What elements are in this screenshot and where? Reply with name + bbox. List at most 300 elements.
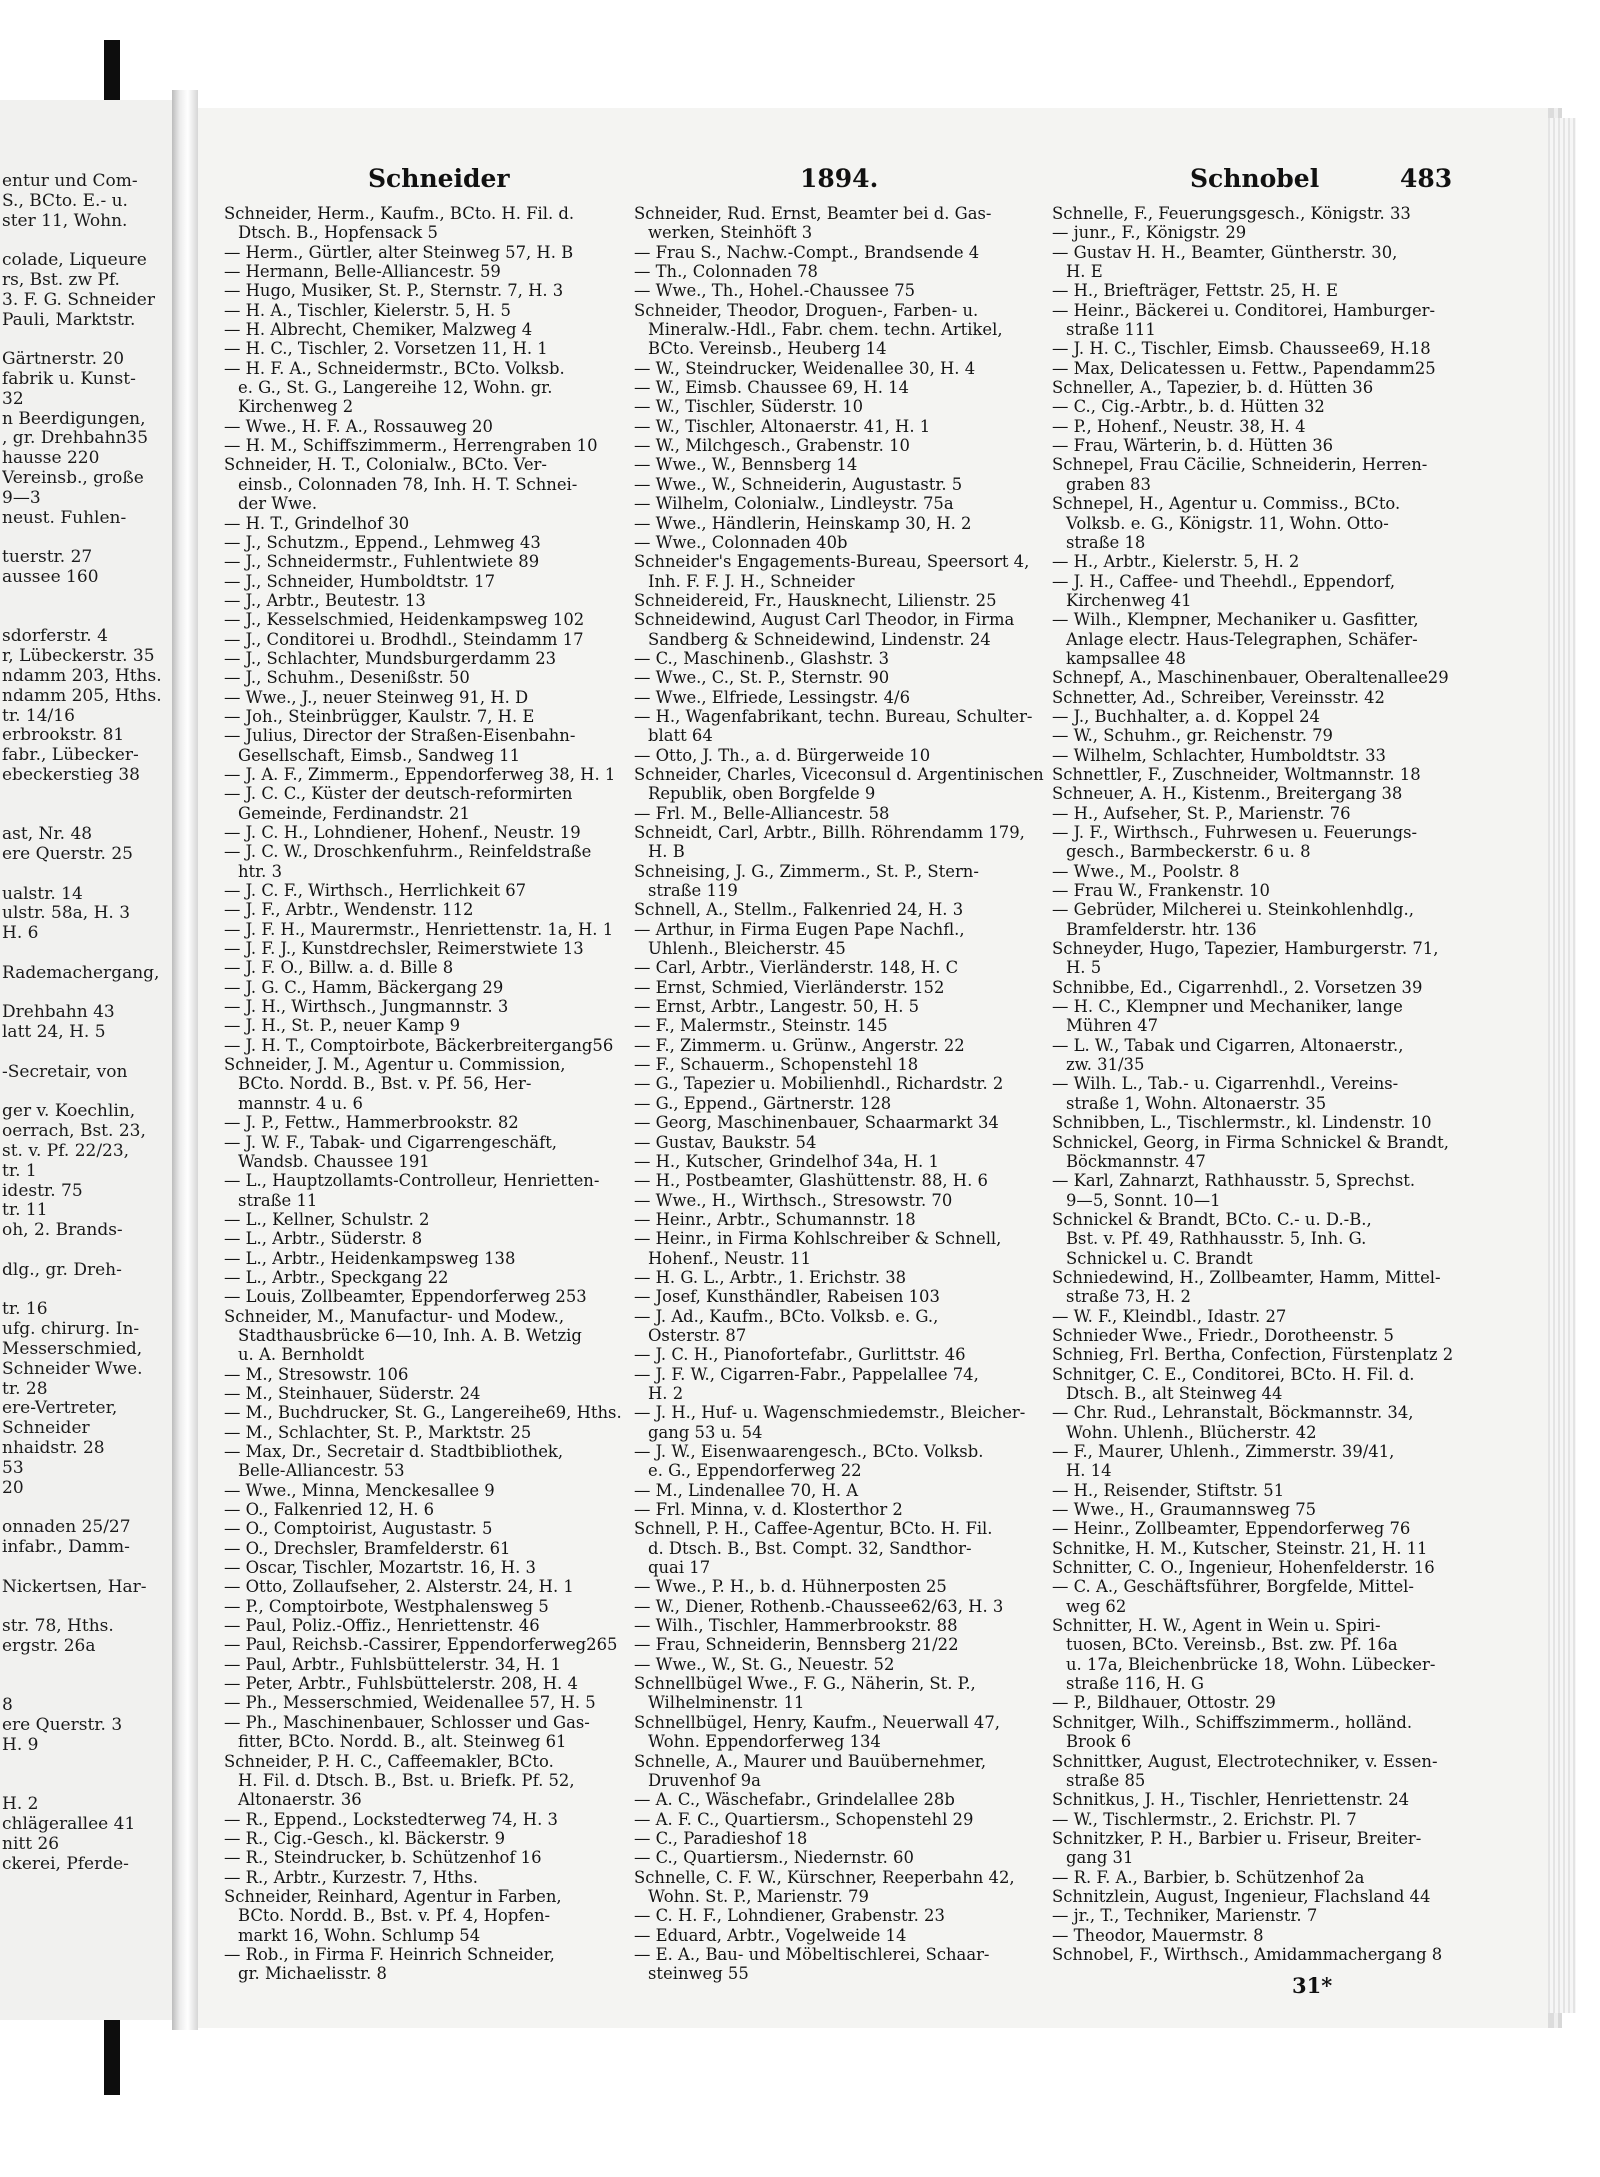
directory-entry-line: Schneidereid, Fr., Hausknecht, Lilienstr. 25 (634, 590, 997, 610)
directory-entry-line: Schneider, H. T., Colonialw., BCto. Ver- (224, 455, 547, 475)
directory-entry-line: Mineralw.-Hdl., Fabr. chem. techn. Artikel, (648, 320, 1003, 340)
directory-entry-line: — W., Tischlermstr., 2. Erichstr. Pl. 7 (1052, 1809, 1357, 1829)
directory-entry-line: Schneider, J. M., Agentur u. Commission, (224, 1055, 566, 1075)
directory-entry-line: Schnobel, F., Wirthsch., Amidammachergang 8 (1052, 1944, 1443, 1964)
directory-entry-line: — M., Schlachter, St. P., Marktstr. 25 (224, 1422, 532, 1442)
left-page-fragment (2, 330, 172, 350)
directory-entry-line: — H. Albrecht, Chemiker, Malzweg 4 (224, 320, 533, 340)
directory-entry-line: BCto. Nordd. B., Bst. v. Pf. 56, Her- (238, 1074, 532, 1094)
directory-entry-line: — J. H., Caffee- und Theehdl., Eppendorf, (1052, 571, 1396, 591)
directory-entry-line: — Frau, Schneiderin, Bennsberg 21/22 (634, 1635, 959, 1655)
directory-entry-line: Wohn. St. P., Marienstr. 79 (648, 1886, 869, 1906)
directory-entry-line: Brook 6 (1066, 1732, 1132, 1752)
directory-entry-line: — Josef, Kunsthändler, Rabeisen 103 (634, 1287, 940, 1307)
directory-entry-line: Schnepel, H., Agentur u. Commiss., BCto. (1052, 494, 1401, 514)
directory-entry-line: — Eduard, Arbtr., Vogelweide 14 (634, 1925, 907, 1945)
directory-entry-line: kampsallee 48 (1066, 648, 1186, 668)
directory-entry-line: Dtsch. B., Hopfensack 5 (238, 223, 438, 243)
directory-entry-line: Bramfelderstr. htr. 136 (1066, 919, 1257, 939)
directory-entry-line: — L., Kellner, Schulstr. 2 (224, 1209, 430, 1229)
directory-entry-line: Druvenhof 9a (648, 1770, 761, 1790)
left-page-fragment: Vereinsb., große (2, 468, 144, 488)
directory-entry-line: — Otto, J. Th., a. d. Bürgerweide 10 (634, 745, 931, 765)
directory-entry-line: Schneider, Reinhard, Agentur in Farben, (224, 1886, 562, 1906)
left-page-fragment: fabrik u. Kunst- (2, 369, 136, 389)
left-page-fragment: H. 2 (2, 1795, 39, 1815)
directory-entry-line: Schnickel u. C. Brandt (1066, 1248, 1253, 1268)
directory-entry-line: Schneider, Rud. Ernst, Beamter bei d. Gas- (634, 204, 992, 223)
directory-entry-line: — Wwe., W., St. G., Neuestr. 52 (634, 1654, 895, 1674)
left-page-fragment: infabr., Damm- (2, 1537, 130, 1557)
left-page-fragment: neust. Fuhlen- (2, 508, 127, 528)
left-page-fragment (2, 608, 172, 628)
directory-entry-line: Schnellbügel, Henry, Kaufm., Neuerwall 47, (634, 1712, 1001, 1732)
left-page-fragment: str. 78, Hths. (2, 1617, 114, 1637)
directory-entry-line: — G., Eppend., Gärtnerstr. 128 (634, 1093, 892, 1113)
directory-entry-line: Wilhelminenstr. 11 (648, 1693, 805, 1713)
running-head-year: 1894. (800, 164, 879, 193)
directory-entry-line: — H., Briefträger, Fettstr. 25, H. E (1052, 281, 1339, 301)
left-page-fragment: -Secretair, von (2, 1062, 128, 1082)
left-page-fragment: latt 24, H. 5 (2, 1023, 106, 1043)
directory-entry-line: — J. F. W., Cigarren-Fabr., Pappelallee 74, (634, 1364, 979, 1384)
directory-entry-line: — J. A. F., Zimmerm., Eppendorferweg 38, H. 1 (224, 764, 616, 784)
directory-entry-line: — J. F., Wirthsch., Fuhrwesen u. Feuerungs- (1052, 823, 1418, 842)
directory-entry-line: — Paul, Arbtr., Fuhlsbüttelerstr. 34, H. 1 (224, 1654, 562, 1674)
directory-entry-line: — H. T., Grindelhof 30 (224, 513, 410, 533)
directory-entry-line: — jr., T., Techniker, Marienstr. 7 (1052, 1906, 1318, 1926)
left-page-fragment: r, Lübeckerstr. 35 (2, 647, 155, 667)
directory-entry-line: — J. W., Eisenwaarengesch., BCto. Volksb. (634, 1442, 984, 1461)
directory-entry-line: — Heinr., Zollbeamter, Eppendorferweg 76 (1052, 1519, 1411, 1539)
directory-entry-line: — Heinr., Arbtr., Schumannstr. 18 (634, 1209, 916, 1229)
left-page-fragment: ualstr. 14 (2, 884, 83, 904)
directory-entry-line: — J., Schneidermstr., Fuhlentwiete 89 (224, 552, 540, 572)
directory-entry-line: — Ph., Maschinenbauer, Schlosser und Gas- (224, 1712, 590, 1732)
left-page-fragment (2, 1776, 172, 1796)
directory-entry-line: — W., Diener, Rothenb.-Chaussee62/63, H. 3 (634, 1596, 1004, 1616)
directory-entry-line: der Wwe. (238, 494, 318, 514)
directory-entry-line: Schnibben, L., Tischlermstr., kl. Lindenstr. 10 (1052, 1113, 1432, 1133)
directory-entry-line: — J. H., Wirthsch., Jungmannstr. 3 (224, 997, 509, 1017)
directory-entry-line: — J., Schneider, Humboldtstr. 17 (224, 571, 496, 591)
left-page-fragment: onnaden 25/27 (2, 1518, 131, 1538)
directory-entry-line: — Wwe., H., Graumannsweg 75 (1052, 1500, 1317, 1520)
directory-entry-line: — Wwe., C., St. P., Sternstr. 90 (634, 668, 890, 688)
directory-entry-line: Wohn. Uhlenh., Blücherstr. 42 (1066, 1422, 1317, 1442)
directory-entry-line: Schnelle, F., Feuerungsgesch., Königstr. 33 (1052, 204, 1411, 223)
directory-entry-line: Schnittker, August, Electrotechniker, v. Essen- (1052, 1751, 1438, 1771)
directory-entry-line: Inh. F. F. J. H., Schneider (648, 571, 855, 591)
directory-entry-line: Schneider, Theodor, Droguen-, Farben- u. (634, 300, 979, 320)
directory-entry-line: — Wwe., W., Bennsberg 14 (634, 455, 858, 475)
directory-entry-line: — J. F. O., Billw. a. d. Bille 8 (224, 958, 454, 978)
directory-entry-line: — Paul, Reichsb.-Cassirer, Eppendorferweg265 (224, 1635, 618, 1655)
directory-entry-line: H. 2 (648, 1383, 684, 1403)
directory-entry-line: Schnitter, C. O., Ingenieur, Hohenfelderstr. 16 (1052, 1558, 1435, 1578)
directory-entry-line: — J. F. J., Kunstdrechsler, Reimerstwiete 13 (224, 939, 584, 959)
page-header (0, 164, 1600, 194)
directory-entry-line: weg 62 (1066, 1596, 1127, 1616)
directory-entry-line: Schnitger, C. E., Conditorei, BCto. H. Fil. d. (1052, 1364, 1415, 1384)
directory-entry-line: — J. C. W., Droschkenfuhrm., Reinfeldstraße (224, 842, 592, 862)
directory-entry-line: — Wilhelm, Colonialw., Lindleystr. 75a (634, 494, 954, 514)
directory-entry-line: — Oscar, Tischler, Mozartstr. 16, H. 3 (224, 1558, 536, 1578)
directory-entry-line: Kirchenweg 2 (238, 397, 354, 417)
directory-entry-line: — A. C., Wäschefabr., Grindelallee 28b (634, 1790, 955, 1810)
left-page-fragment: sdorferstr. 4 (2, 627, 108, 647)
directory-entry-line: — C. A., Geschäftsführer, Borgfelde, Mittel- (1052, 1577, 1414, 1597)
directory-entry-line: — P., Hohenf., Neustr. 38, H. 4 (1052, 416, 1306, 436)
directory-entry-line: — Wwe., M., Poolstr. 8 (1052, 861, 1240, 881)
directory-entry-line: — H., Postbeamter, Glashüttenstr. 88, H. 6 (634, 1171, 988, 1191)
directory-entry-line: — R., Arbtr., Kurzestr. 7, Hths. (224, 1867, 478, 1887)
left-page-fragment: Pauli, Marktstr. (2, 310, 136, 330)
directory-entry-line: — H., Reisender, Stiftstr. 51 (1052, 1480, 1285, 1500)
left-page-fragment: 3. F. G. Schneider (2, 290, 155, 310)
directory-entry-line: u. 17a, Bleichenbrücke 18, Wohn. Lübecker- (1066, 1654, 1436, 1674)
directory-entry-line: Schnickel, Georg, in Firma Schnickel & Brandt, (1052, 1132, 1449, 1152)
left-page-fragment: Messerschmied, (2, 1340, 143, 1360)
directory-entry-line: htr. 3 (238, 861, 283, 881)
directory-entry-line: Republik, oben Borgfelde 9 (648, 784, 876, 804)
left-page-fragment: tr. 11 (2, 1201, 48, 1221)
directory-entry-line: Schneyder, Hugo, Tapezier, Hamburgerstr. 71, (1052, 939, 1439, 959)
directory-entry-line: gr. Michaelisstr. 8 (238, 1964, 387, 1984)
left-page-fragment (2, 528, 172, 548)
left-page-fragment: ndamm 205, Hths. (2, 686, 162, 706)
directory-entry-line: — Chr. Rud., Lehranstalt, Böckmannstr. 34, (1052, 1403, 1414, 1423)
directory-entry-line: — Herm., Gürtler, alter Steinweg 57, H. B (224, 242, 574, 262)
directory-entry-line: — Gustav H. H., Beamter, Güntherstr. 30, (1052, 242, 1398, 262)
directory-entry-line: Schneider's Engagements-Bureau, Speersort 4, (634, 552, 1030, 572)
directory-entry-line: — H. A., Tischler, Kielerstr. 5, H. 5 (224, 300, 511, 320)
directory-entry-line: Osterstr. 87 (648, 1325, 747, 1345)
directory-entry-line: Uhlenh., Bleicherstr. 45 (648, 939, 846, 959)
directory-entry-line: — J., Kesselschmied, Heidenkampsweg 102 (224, 610, 585, 630)
page-edges (1548, 118, 1576, 2013)
directory-entry-line: — Wwe., Elfriede, Lessingstr. 4/6 (634, 687, 910, 707)
directory-entry-line: Schneider, M., Manufactur- und Modew., (224, 1306, 565, 1326)
directory-entry-line: Sandberg & Schneidewind, Lindenstr. 24 (648, 629, 991, 649)
directory-entry-line: BCto. Nordd. B., Bst. v. Pf. 4, Hopfen- (238, 1906, 551, 1926)
directory-entry-line: — L. W., Tabak und Cigarren, Altonaerstr., (1052, 1035, 1404, 1055)
directory-entry-line: — M., Steinhauer, Süderstr. 24 (224, 1383, 481, 1403)
directory-entry-line: — Wwe., H. F. A., Rossauweg 20 (224, 416, 493, 436)
directory-entry-line: BCto. Vereinsb., Heuberg 14 (648, 339, 887, 359)
directory-entry-line: straße 111 (1066, 320, 1156, 340)
directory-entry-line: — W., Tischler, Altonaerstr. 41, H. 1 (634, 416, 931, 436)
left-page-fragment: aussee 160 (2, 567, 99, 587)
directory-entry-line: — Hugo, Musiker, St. P., Sternstr. 7, H. 3 (224, 281, 564, 301)
left-page-fragment: nitt 26 (2, 1834, 60, 1854)
left-page-fragment: 32 (2, 389, 24, 409)
directory-entry-line: — M., Stresowstr. 106 (224, 1364, 409, 1384)
directory-entry-line: — F., Malermstr., Steinstr. 145 (634, 1016, 888, 1036)
directory-entry-line: — Wwe., P. H., b. d. Hühnerposten 25 (634, 1577, 947, 1597)
directory-entry-line: — J. C. H., Lohndiener, Hohenf., Neustr. 19 (224, 823, 581, 842)
left-page-fragment (2, 806, 172, 826)
directory-entry-line: 9—5, Sonnt. 10—1 (1066, 1190, 1221, 1210)
directory-entry-line: — P., Comptoirbote, Westphalensweg 5 (224, 1596, 549, 1616)
directory-entry-line: Schneider, Herm., Kaufm., BCto. H. Fil. d. (224, 204, 575, 223)
directory-entry-line: — junr., F., Königstr. 29 (1052, 223, 1247, 243)
directory-entry-line: — Rob., in Firma F. Heinrich Schneider, (224, 1944, 555, 1964)
directory-entry-line: — L., Hauptzollamts-Controlleur, Henrietten- (224, 1171, 600, 1191)
directory-entry-line: — J. C. C., Küster der deutsch-reformirten (224, 784, 573, 804)
directory-entry-line: — Frau, Wärterin, b. d. Hütten 36 (1052, 436, 1334, 456)
left-page-fragment: tr. 14/16 (2, 706, 75, 726)
directory-entry-line: — C. H. F., Lohndiener, Grabenstr. 23 (634, 1906, 945, 1926)
left-page-fragment (2, 1498, 172, 1518)
directory-entry-line: — J., Arbtr., Beutestr. 13 (224, 590, 426, 610)
directory-entry-line: — L., Arbtr., Süderstr. 8 (224, 1229, 423, 1249)
left-page-fragment: ergstr. 26a (2, 1636, 96, 1656)
directory-entry-line: — Wilh., Klempner, Mechaniker u. Gasfitter, (1052, 610, 1419, 630)
directory-entry-line: — J. F., Arbtr., Wendenstr. 112 (224, 900, 474, 920)
page-number: 483 (1400, 164, 1453, 193)
directory-entry-line: — Wwe., J., neuer Steinweg 91, H. D (224, 687, 529, 707)
directory-entry-line: — A. F. C., Quartiersm., Schopenstehl 29 (634, 1809, 974, 1829)
directory-entry-line: straße 73, H. 2 (1066, 1287, 1191, 1307)
directory-entry-line: — P., Bildhauer, Ottostr. 29 (1052, 1693, 1276, 1713)
directory-entry-line: — H., Arbtr., Kielerstr. 5, H. 2 (1052, 552, 1300, 572)
directory-entry-line: Böckmannstr. 47 (1066, 1151, 1206, 1171)
directory-entry-line: — J., Schuhm., Desenißstr. 50 (224, 668, 470, 688)
directory-entry-line: H. E (1066, 262, 1103, 282)
left-page-fragment: chlägerallee 41 (2, 1815, 136, 1835)
left-page-fragment (2, 231, 172, 251)
directory-entry-line: straße 119 (648, 881, 738, 901)
directory-entry-line: Schnieg, Frl. Bertha, Confection, Fürstenplatz 2 (1052, 1345, 1454, 1365)
directory-entry-line: — F., Maurer, Uhlenh., Zimmerstr. 39/41, (1052, 1442, 1395, 1461)
directory-entry-line: — J. H., Huf- u. Wagenschmiedemstr., Bleicher- (634, 1403, 1026, 1423)
directory-entry-line: Schneidt, Carl, Arbtr., Billh. Röhrendamm 179, (634, 823, 1025, 842)
left-page-text-fragments (2, 172, 172, 1875)
directory-entry-line: — O., Falkenried 12, H. 6 (224, 1500, 435, 1520)
signature-mark: 31* (1292, 1973, 1333, 1998)
directory-entry-line: — H. M., Schiffszimmerm., Herrengraben 10 (224, 436, 598, 456)
directory-entry-line: Schnell, A., Stellm., Falkenried 24, H. 3 (634, 900, 964, 920)
directory-entry-line: straße 1, Wohn. Altonaerstr. 35 (1066, 1093, 1327, 1113)
left-page-fragment: Rademachergang, (2, 963, 160, 983)
left-page-fragment: Nickertsen, Har- (2, 1577, 147, 1597)
directory-entry-line: — L., Arbtr., Heidenkampsweg 138 (224, 1248, 516, 1268)
directory-entry-line: — E. A., Bau- und Möbeltischlerei, Schaar- (634, 1944, 990, 1964)
directory-entry-line: — J. P., Fettw., Hammerbrookstr. 82 (224, 1113, 519, 1133)
directory-entry-line: Schneising, J. G., Zimmerm., St. P., Stern- (634, 861, 979, 881)
directory-column-1 (224, 204, 642, 1984)
directory-entry-line: — J. C. H., Pianofortefabr., Gurlittstr. 46 (634, 1345, 966, 1365)
left-page-fragment: ere Querstr. 3 (2, 1716, 123, 1736)
directory-entry-line: — W., Eimsb. Chaussee 69, H. 14 (634, 378, 909, 398)
directory-entry-line: — W., Schuhm., gr. Reichenstr. 79 (1052, 726, 1333, 746)
left-page-fragment: oh, 2. Brands- (2, 1221, 123, 1241)
directory-entry-line: — H., Kutscher, Grindelhof 34a, H. 1 (634, 1151, 939, 1171)
left-page-fragment: , gr. Drehbahn35 (2, 429, 149, 449)
directory-entry-line: — Georg, Maschinenbauer, Schaarmarkt 34 (634, 1113, 999, 1133)
directory-entry-line: — C., Maschinenb., Glashstr. 3 (634, 648, 890, 668)
directory-entry-line: — Max, Dr., Secretair d. Stadtbibliothek, (224, 1442, 564, 1461)
running-head-right: Schnobel (1190, 164, 1320, 193)
directory-entry-line: fitter, BCto. Nordd. B., alt. Steinweg 61 (238, 1732, 567, 1752)
left-page-fragment: 8 (2, 1696, 13, 1716)
left-page-fragment: Schneider Wwe. (2, 1359, 143, 1379)
directory-entry-line: — Heinr., in Firma Kohlschreiber & Schnell, (634, 1229, 1002, 1249)
directory-entry-line: — J. W. F., Tabak- und Cigarrengeschäft, (224, 1132, 558, 1152)
directory-entry-line: — J., Schlachter, Mundsburgerdamm 23 (224, 648, 557, 668)
directory-entry-line: d. Dtsch. B., Bst. Compt. 32, Sandthor- (648, 1538, 972, 1558)
directory-entry-line: tuosen, BCto. Vereinsb., Bst. zw. Pf. 16a (1066, 1635, 1398, 1655)
directory-entry-line: — R. F. A., Barbier, b. Schützenhof 2a (1052, 1867, 1365, 1887)
directory-entry-line: graben 83 (1066, 474, 1151, 494)
directory-entry-line: — W. F., Kleindbl., Idastr. 27 (1052, 1306, 1287, 1326)
directory-entry-line: Kirchenweg 41 (1066, 590, 1192, 610)
directory-entry-line: Wandsb. Chaussee 191 (238, 1151, 430, 1171)
directory-entry-line: — Wwe., Händlerin, Heinskamp 30, H. 2 (634, 513, 972, 533)
directory-entry-line: werken, Steinhöft 3 (648, 223, 813, 243)
left-page-fragment: S., BCto. E.- u. (2, 191, 128, 211)
directory-entry-line: — J. H. C., Tischler, Eimsb. Chaussee69, H.18 (1052, 339, 1431, 359)
directory-entry-line: — Frau S., Nachw.-Compt., Brandsende 4 (634, 242, 980, 262)
left-page-fragment: idestr. 75 (2, 1181, 83, 1201)
directory-entry-line: straße 116, H. G (1066, 1674, 1204, 1694)
directory-entry-line: steinweg 55 (648, 1964, 749, 1984)
directory-entry-line: Schnitke, H. M., Kutscher, Steinstr. 21, H. 11 (1052, 1538, 1428, 1558)
directory-entry-line: — M., Buchdrucker, St. G., Langereihe69, Hths. (224, 1403, 622, 1423)
directory-entry-line: Schnell, P. H., Caffee-Agentur, BCto. H. Fil. (634, 1519, 993, 1539)
left-page-fragment: H. 9 (2, 1735, 39, 1755)
directory-entry-line: Wohn. Eppendorferweg 134 (648, 1732, 881, 1752)
directory-entry-line: Schnickel & Brandt, BCto. C.- u. D.-B., (1052, 1209, 1372, 1229)
left-page-fragment: n Beerdigungen, (2, 409, 146, 429)
directory-entry-line: — L., Arbtr., Speckgang 22 (224, 1267, 449, 1287)
directory-entry-line: einsb., Colonnaden 78, Inh. H. T. Schnei- (238, 474, 578, 494)
left-page-fragment: Schneider (2, 1419, 90, 1439)
directory-entry-line: u. A. Bernholdt (238, 1345, 365, 1365)
directory-entry-line: Gesellschaft, Eimsb., Sandweg 11 (238, 745, 521, 765)
left-page-fragment: ebeckerstieg 38 (2, 765, 140, 785)
left-page-fragment: ndamm 203, Hths. (2, 666, 162, 686)
left-page-fragment: 9—3 (2, 488, 41, 508)
left-page-fragment: ster 11, Wohn. (2, 211, 128, 231)
directory-entry-line: e. G., St. G., Langereihe 12, Wohn. gr. (238, 378, 553, 398)
directory-entry-line: — Ernst, Arbtr., Langestr. 50, H. 5 (634, 997, 920, 1017)
left-page-fragment: tr. 16 (2, 1300, 48, 1320)
directory-entry-line: — F., Schauerm., Schopenstehl 18 (634, 1055, 919, 1075)
left-page-fragment (2, 944, 172, 964)
directory-entry-line: — Wilhelm, Schlachter, Humboldtstr. 33 (1052, 745, 1386, 765)
directory-entry-line: — H., Wagenfabrikant, techn. Bureau, Schulter- (634, 706, 1033, 726)
directory-entry-line: Belle-Alliancestr. 53 (238, 1461, 405, 1481)
directory-entry-line: e. G., Eppendorferweg 22 (648, 1461, 862, 1481)
directory-entry-line: Schniedewind, H., Zollbeamter, Hamm, Mittel- (1052, 1267, 1441, 1287)
directory-entry-line: — W., Milchgesch., Grabenstr. 10 (634, 436, 910, 456)
directory-entry-line: — H. C., Klempner und Mechaniker, lange (1052, 997, 1403, 1017)
directory-entry-line: Schneider, Charles, Viceconsul d. Argentinischen (634, 764, 1044, 784)
left-page-fragment (2, 984, 172, 1004)
directory-entry-line: quai 17 (648, 1558, 711, 1578)
directory-entry-line: Bst. v. Pf. 49, Rathhausstr. 5, Inh. G. (1066, 1229, 1367, 1249)
directory-entry-line: Schnitkus, J. H., Tischler, Henriettenstr. 24 (1052, 1790, 1410, 1810)
directory-entry-line: — Frau W., Frankenstr. 10 (1052, 881, 1270, 901)
directory-entry-line: H. B (648, 842, 685, 862)
directory-entry-line: — Otto, Zollaufseher, 2. Alsterstr. 24, H. 1 (224, 1577, 574, 1597)
directory-entry-line: — Carl, Arbtr., Vierländerstr. 148, H. C (634, 958, 959, 978)
directory-entry-line: — J. G. C., Hamm, Bäckergang 29 (224, 977, 504, 997)
left-page-fragment: entur und Com- (2, 172, 138, 191)
left-page-fragment (2, 1657, 172, 1677)
directory-entry-line: Schnetter, Ad., Schreiber, Vereinsstr. 42 (1052, 687, 1385, 707)
directory-entry-line: gang 53 u. 54 (648, 1422, 763, 1442)
directory-entry-line: — G., Tapezier u. Mobilienhdl., Richardstr. 2 (634, 1074, 1004, 1094)
directory-entry-line: — O., Drechsler, Bramfelderstr. 61 (224, 1538, 511, 1558)
directory-entry-line: Schnepf, A., Maschinenbauer, Oberaltenallee29 (1052, 668, 1449, 688)
directory-entry-line: — Arthur, in Firma Eugen Pape Nachfl., (634, 919, 965, 939)
directory-entry-line: — Wwe., W., Schneiderin, Augustastr. 5 (634, 474, 963, 494)
left-page-fragment: tuerstr. 27 (2, 548, 93, 568)
directory-entry-line: — Frl. M., Belle-Alliancestr. 58 (634, 803, 890, 823)
running-head-left: Schneider (368, 164, 510, 193)
left-page-fragment: erbrookstr. 81 (2, 726, 125, 746)
left-page-fragment (2, 1241, 172, 1261)
directory-entry-line: — M., Lindenallee 70, H. A (634, 1480, 859, 1500)
directory-entry-line: mannstr. 4 u. 6 (238, 1093, 363, 1113)
directory-entry-line: — Ph., Messerschmied, Weidenallee 57, H. 5 (224, 1693, 596, 1713)
directory-entry-line: — Hermann, Belle-Alliancestr. 59 (224, 262, 501, 282)
directory-entry-line: — J., Buchhalter, a. d. Koppel 24 (1052, 706, 1320, 726)
left-page-fragment: tr. 1 (2, 1161, 37, 1181)
directory-entry-line: Schnitter, H. W., Agent in Wein u. Spiri- (1052, 1616, 1381, 1636)
directory-column-2 (634, 204, 1052, 1984)
directory-entry-line: straße 18 (1066, 532, 1146, 552)
directory-entry-line: Gemeinde, Ferdinandstr. 21 (238, 803, 470, 823)
left-page-fragment: ere-Vertreter, (2, 1399, 118, 1419)
directory-entry-line: Mühren 47 (1066, 1016, 1159, 1036)
left-page-fragment (2, 588, 172, 608)
left-page-fragment: ulstr. 58a, H. 3 (2, 904, 131, 924)
left-page-fragment (2, 786, 172, 806)
directory-entry-line: H. Fil. d. Dtsch. B., Bst. u. Briefk. Pf. 52, (238, 1770, 575, 1790)
directory-entry-line: Schnelle, A., Maurer und Bauübernehmer, (634, 1751, 987, 1771)
directory-entry-line: zw. 31/35 (1066, 1055, 1145, 1075)
binding-shadow-bottom (104, 2015, 120, 2095)
left-page-fragment: 53 (2, 1458, 24, 1478)
left-page-fragment (2, 1083, 172, 1103)
directory-entry-line: — F., Zimmerm. u. Grünw., Angerstr. 22 (634, 1035, 965, 1055)
directory-entry-line: — Ernst, Schmied, Vierländerstr. 152 (634, 977, 945, 997)
directory-entry-line: — J. H. T., Comptoirbote, Bäckerbreitergang56 (224, 1035, 614, 1055)
directory-entry-line: — Louis, Zollbeamter, Eppendorferweg 253 (224, 1287, 587, 1307)
directory-entry-line: — Wwe., H., Wirthsch., Stresowstr. 70 (634, 1190, 953, 1210)
left-page-fragment: ere Querstr. 25 (2, 845, 133, 865)
directory-entry-line: — W., Steindrucker, Weidenallee 30, H. 4 (634, 358, 976, 378)
directory-entry-line: — O., Comptoirist, Augustastr. 5 (224, 1519, 493, 1539)
directory-entry-line: — H. F. A., Schneidermstr., BCto. Volksb. (224, 358, 565, 378)
directory-entry-line: Schneller, A., Tapezier, b. d. Hütten 36 (1052, 378, 1374, 398)
directory-entry-line: Hohenf., Neustr. 11 (648, 1248, 811, 1268)
left-page-fragment: ckerei, Pferde- (2, 1854, 129, 1874)
left-page-fragment: tr. 28 (2, 1379, 48, 1399)
left-page-fragment: colade, Liqueure (2, 251, 147, 271)
left-facing-page (0, 100, 172, 2020)
directory-entry-line: — Gustav, Baukstr. 54 (634, 1132, 817, 1152)
directory-entry-line: gesch., Barmbeckerstr. 6 u. 8 (1066, 842, 1311, 862)
directory-entry-line: — Max, Delicatessen u. Fettw., Papendamm25 (1052, 358, 1436, 378)
directory-entry-line: Schnieder Wwe., Friedr., Dorotheenstr. 5 (1052, 1325, 1394, 1345)
left-page-fragment: ger v. Koechlin, (2, 1102, 136, 1122)
left-page-fragment: H. 6 (2, 924, 39, 944)
